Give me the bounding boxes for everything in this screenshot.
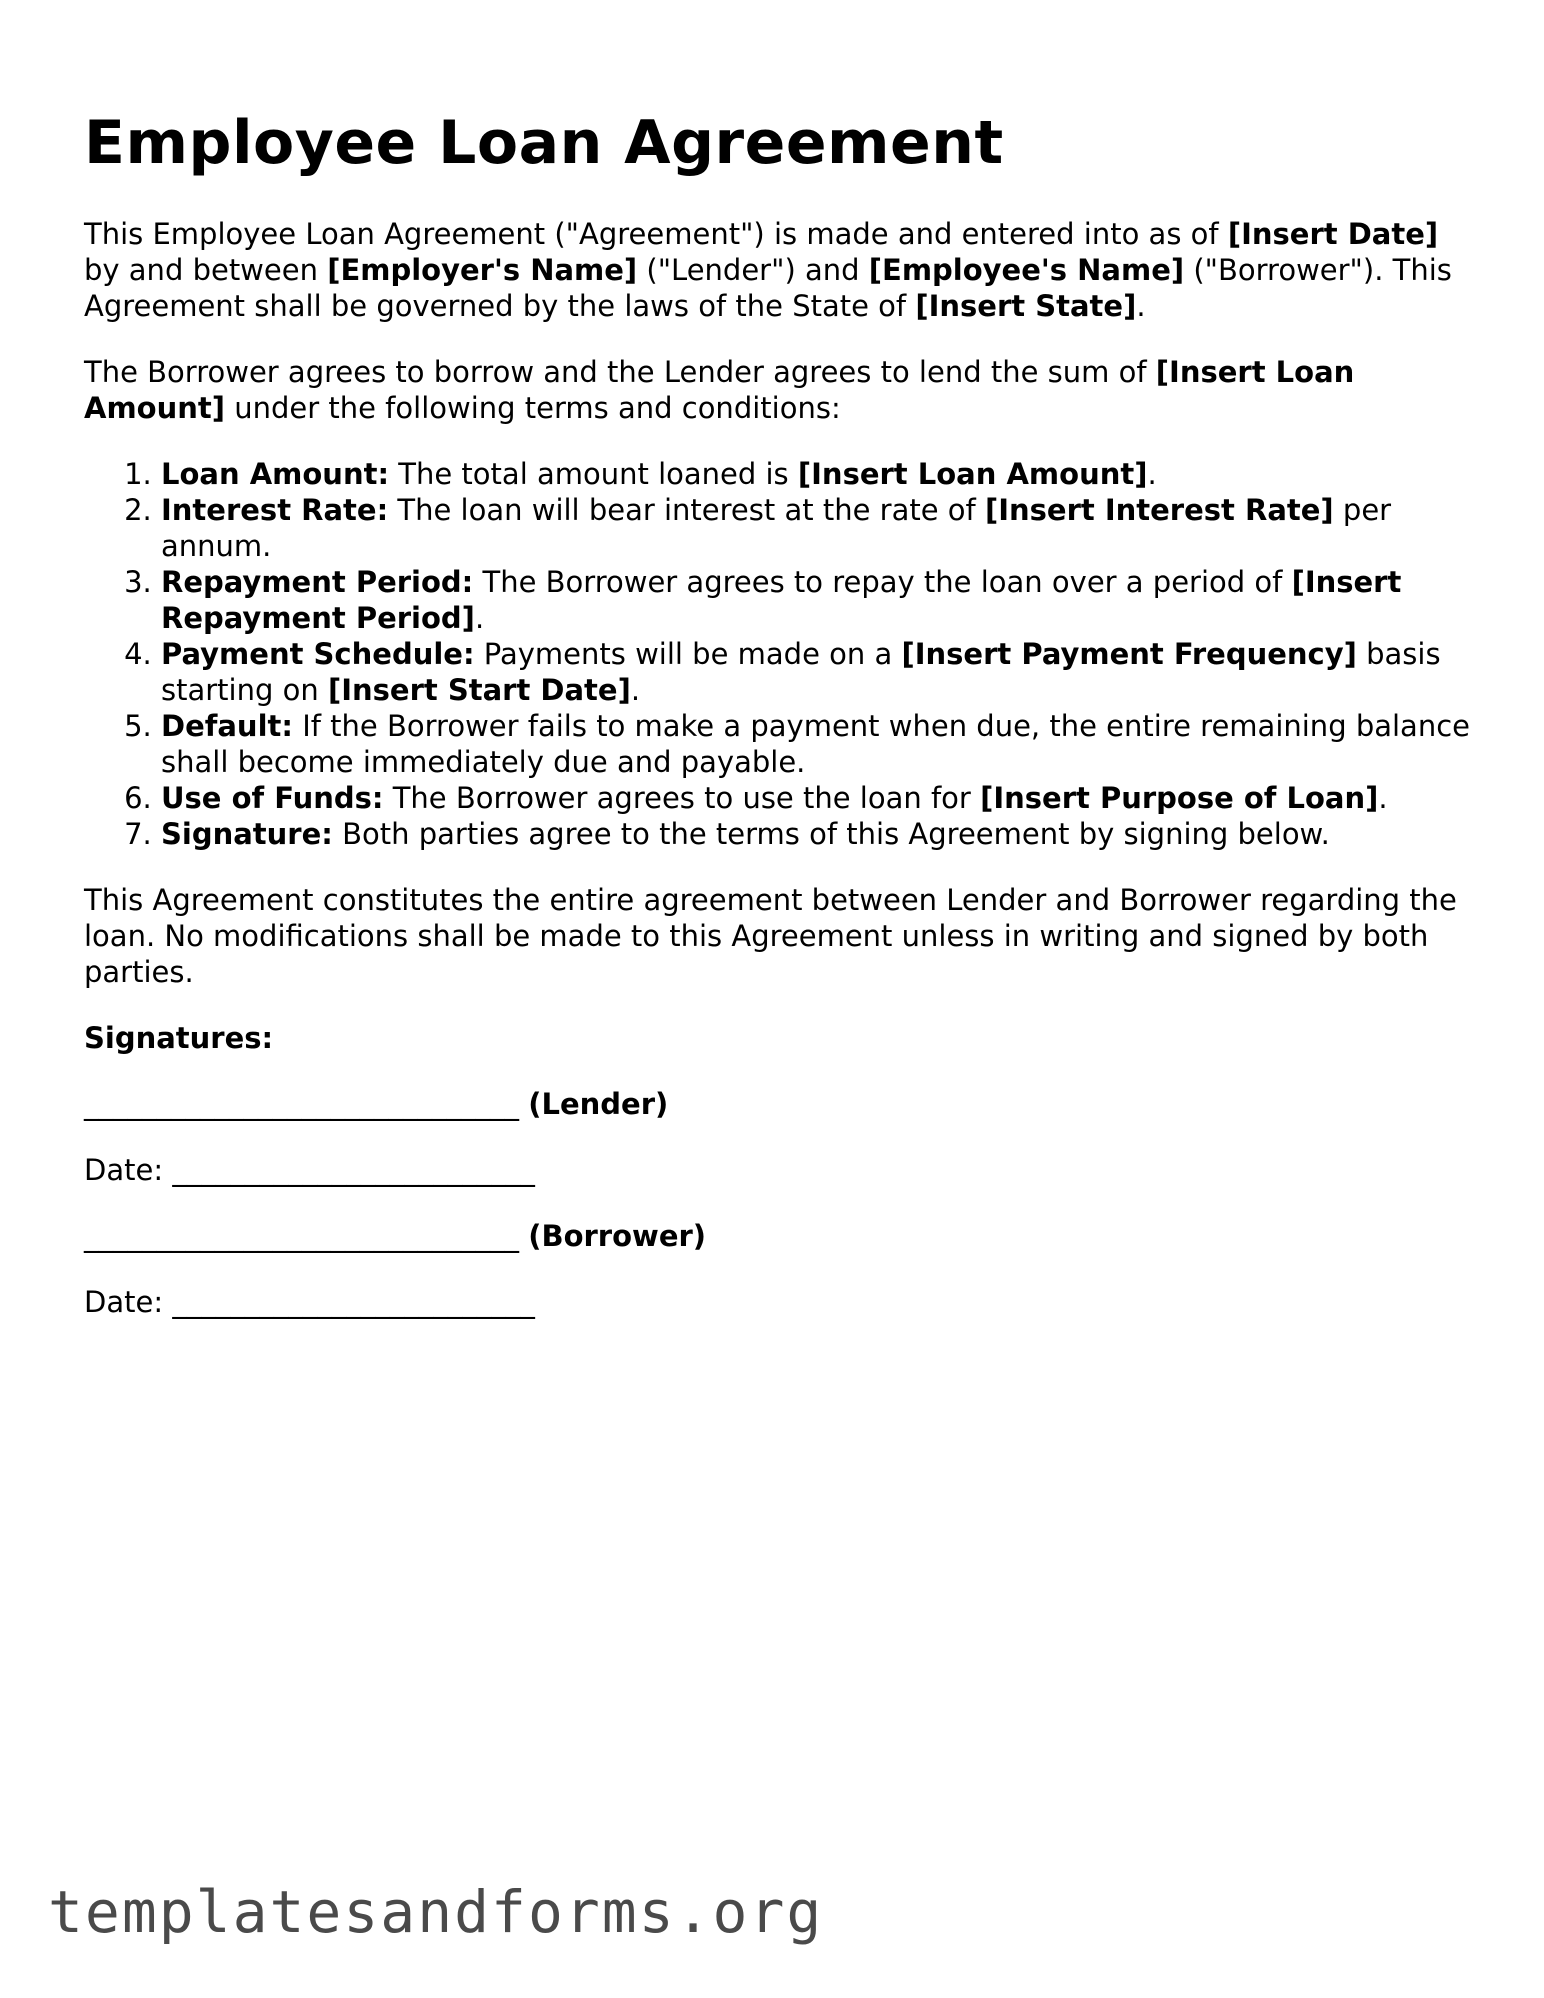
term-label: Default: <box>161 709 293 743</box>
term-item-repayment-period <box>161 564 1474 636</box>
lender-signature-row <box>84 1086 1474 1122</box>
borrower-signature-line[interactable]: ______________________________ <box>84 1219 519 1253</box>
term-text: Both parties agree to the terms of this Agreement by signing below. <box>332 817 1330 851</box>
terms-intro-text-2: under the following terms and conditions: <box>225 391 841 425</box>
document-page <box>84 108 1474 1320</box>
term-text: The total amount loaned is <box>389 457 798 491</box>
term-text: The loan will bear interest at the rate of <box>388 493 985 527</box>
term-label: Use of Funds: <box>161 781 384 815</box>
borrower-signature-row <box>84 1218 1474 1254</box>
term-label: Interest Rate: <box>161 493 389 527</box>
borrower-date-label: Date: <box>84 1285 164 1319</box>
terms-intro-text-1: The Borrower agrees to borrow and the Lender agrees to lend the sum of <box>84 355 1156 389</box>
borrower-label: (Borrower) <box>528 1219 707 1253</box>
intro-text-4: ("Borrower"). This Agreement shall be governed by the laws of the State of <box>84 253 1452 323</box>
term-label: Signature: <box>161 817 333 851</box>
closing-paragraph: This Agreement constitutes the entire agreement between Lender and Borrower regarding the loan. No modifications shall be made to this Agreement unless in writing and signed by both parties. <box>84 883 1457 989</box>
intro-text-1: This Employee Loan Agreement ("Agreement") is made and entered into as of <box>84 217 1228 251</box>
borrower-date-line[interactable]: _________________________ <box>172 1285 535 1319</box>
term-item-use-of-funds <box>161 780 1474 816</box>
terms-list <box>84 456 1474 852</box>
term-text: Payments will be made on a <box>474 637 902 671</box>
term-item-default <box>161 708 1474 780</box>
placeholder-date: [Insert Date] <box>1227 217 1439 251</box>
term-item-loan-amount <box>161 456 1474 492</box>
term-text: . <box>1378 781 1388 815</box>
terms-intro-paragraph <box>84 354 1474 426</box>
term-placeholder: [Insert Interest Rate] <box>984 493 1334 527</box>
term-label: Payment Schedule: <box>161 637 475 671</box>
document-title: Employee Loan Agreement <box>84 108 1004 178</box>
term-label: Loan Amount: <box>161 457 390 491</box>
term-text: . <box>474 601 485 635</box>
intro-text-5: . <box>1136 289 1146 323</box>
term-placeholder: [Insert Loan Amount] <box>797 457 1148 491</box>
intro-text-2: by and between <box>84 253 328 287</box>
term-label: Repayment Period: <box>161 565 474 599</box>
intro-text-3: ("Lender") and <box>637 253 869 287</box>
placeholder-loan-amount: [Insert Loan Amount] <box>84 355 1355 425</box>
lender-label: (Lender) <box>528 1087 669 1121</box>
lender-signature-line[interactable]: ______________________________ <box>84 1087 519 1121</box>
term-text: . <box>1147 457 1157 491</box>
lender-date-label: Date: <box>84 1153 164 1187</box>
intro-paragraph <box>84 216 1474 324</box>
term-item-signature <box>161 816 1474 852</box>
placeholder-state: [Insert State] <box>915 289 1137 323</box>
term-text: per annum. <box>161 493 1392 563</box>
term-placeholder: [Insert Payment Frequency] <box>901 637 1357 671</box>
term-text: . <box>630 673 641 707</box>
lender-date-line[interactable]: _________________________ <box>172 1153 535 1187</box>
borrower-date-row <box>84 1284 1474 1320</box>
signatures-heading: Signatures: <box>84 1021 274 1055</box>
term-placeholder: [Insert Repayment Period] <box>161 565 1402 635</box>
term-text: The Borrower agrees to repay the loan over a period of <box>473 565 1292 599</box>
term-item-interest-rate <box>161 492 1474 564</box>
site-watermark: templatesandforms.org <box>48 1878 824 1946</box>
placeholder-employee-name: [Employee's Name] <box>868 253 1185 287</box>
term-text: If the Borrower fails to make a payment when due, the entire remaining balance shall become immediately due and payable. <box>161 709 1470 779</box>
term-text: The Borrower agrees to use the loan for <box>383 781 981 815</box>
term-text: basis starting on <box>161 637 1441 707</box>
lender-date-row <box>84 1152 1474 1188</box>
term-item-payment-schedule <box>161 636 1474 708</box>
term-placeholder: [Insert Start Date] <box>327 673 631 707</box>
term-placeholder: [Insert Purpose of Loan] <box>980 781 1379 815</box>
placeholder-employer-name: [Employer's Name] <box>327 253 638 287</box>
